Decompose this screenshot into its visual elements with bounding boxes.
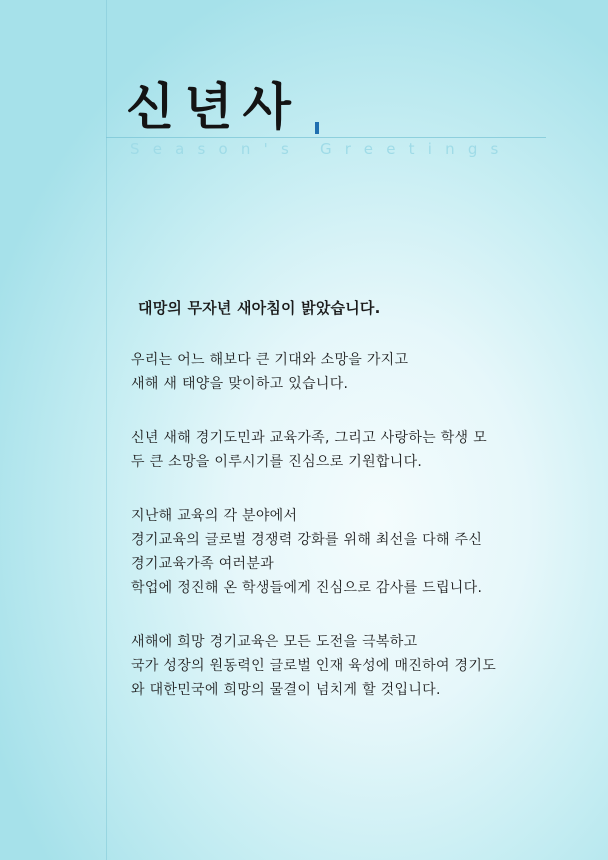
page-subtitle: Season's Greetings xyxy=(130,140,512,158)
header-rule xyxy=(106,137,546,138)
paragraph-line: 지난해 교육의 각 분야에서 xyxy=(131,508,298,524)
paragraph-line: 와 대한민국에 희망의 물결이 넘치게 할 것입니다. xyxy=(131,682,441,698)
paragraph-line: 신년 새해 경기도민과 교육가족, 그리고 사랑하는 학생 모 xyxy=(131,430,487,446)
paragraph-line: 경기교육의 글로벌 경쟁력 강화를 위해 최선을 다해 주신 xyxy=(131,532,483,548)
paragraph-1 xyxy=(131,348,551,396)
lead-sentence: 대망의 무자년 새아침이 밝았습니다. xyxy=(138,299,381,317)
title-accent-bar xyxy=(315,122,319,134)
paragraph-4 xyxy=(131,630,551,702)
message-body xyxy=(131,348,551,732)
left-margin-rule xyxy=(106,0,107,860)
paragraph-line: 학업에 정진해 온 학생들에게 진심으로 감사를 드립니다. xyxy=(131,580,483,596)
paragraph-line: 두 큰 소망을 이루시기를 진심으로 기원합니다. xyxy=(131,454,423,470)
paragraph-line: 우리는 어느 해보다 큰 기대와 소망을 가지고 xyxy=(131,352,409,368)
page-title: 신년사 xyxy=(126,77,301,136)
paragraph-line: 경기교육가족 여러분과 xyxy=(131,556,274,572)
paragraph-line: 새해 새 태양을 맞이하고 있습니다. xyxy=(131,376,349,392)
paragraph-2 xyxy=(131,426,551,474)
paragraph-3 xyxy=(131,504,551,600)
paragraph-line: 새해에 희망 경기교육은 모든 도전을 극복하고 xyxy=(131,634,418,650)
paragraph-line: 국가 성장의 원동력인 글로벌 인재 육성에 매진하여 경기도 xyxy=(131,658,497,674)
